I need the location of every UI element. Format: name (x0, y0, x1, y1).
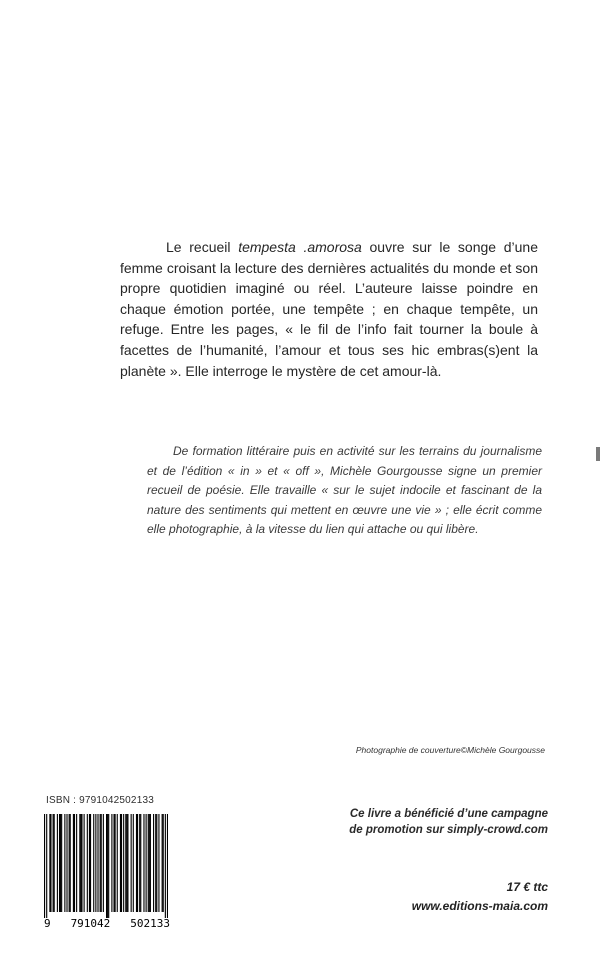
edge-mark (596, 447, 600, 461)
barcode-bar (74, 814, 75, 912)
barcode-bar (127, 814, 128, 912)
barcode-bar (107, 814, 108, 918)
barcode-bar (123, 814, 124, 912)
barcode-bar (115, 814, 116, 912)
barcode-bar (165, 814, 166, 918)
barcode-bar (76, 814, 77, 912)
barcode-bar (117, 814, 118, 912)
isbn-label: ISBN : 9791042502133 (46, 795, 154, 806)
barcode-bar (158, 814, 159, 912)
barcode-bar (69, 814, 70, 912)
barcode-bar (163, 814, 164, 912)
barcode-bar (97, 814, 98, 912)
barcode-bar (133, 814, 134, 912)
barcode-bar (44, 814, 45, 918)
barcode-bar (81, 814, 82, 912)
barcode-bar (57, 814, 58, 912)
publisher-website: www.editions-maia.com (411, 899, 548, 913)
barcode-bar (167, 814, 168, 918)
barcode-bar (61, 814, 62, 912)
synopsis-text-start: Le recueil (166, 239, 239, 255)
barcode-bar (143, 814, 144, 912)
barcode-bar (148, 814, 149, 912)
synopsis-text-rest: ouvre sur le songe d’une femme croisant la lecture des dernières actualités du monde et son propre quotidien imaginé ou réel. L’auteure laisse poindre en chaque émotion portée, une tempête ; en chaque tempête, un refuge. Entre les pages, « le fil de l’info fait tourner la boule à facettes de l’humanité, l’amour et tous ses hic embras(s)ent la planète ». Elle interroge le mystère de cet amour-là. (120, 239, 539, 379)
barcode-bar (150, 814, 151, 912)
barcode-bar (100, 814, 101, 912)
barcode-bar (153, 814, 154, 912)
synopsis-paragraph (120, 237, 538, 381)
barcode-bar (149, 814, 150, 912)
promotion-line-1: Ce livre a bénéficié d’une campagne (349, 808, 548, 820)
barcode-bar (131, 814, 132, 912)
price: 17 € ttc (506, 880, 548, 894)
barcode-bar (140, 814, 141, 912)
barcode-digits (44, 917, 170, 930)
barcode-bar (80, 814, 81, 912)
barcode-bar (84, 814, 85, 912)
barcode-bar (139, 814, 140, 912)
barcode-bar (95, 814, 96, 912)
barcode-bar (93, 814, 94, 912)
barcode-bar (70, 814, 71, 912)
barcode-bar (125, 814, 126, 912)
barcode-bar (89, 814, 90, 912)
barcode-bar (156, 814, 157, 912)
barcode-bar (121, 814, 122, 912)
barcode-bar (146, 814, 147, 912)
barcode-bar (126, 814, 127, 912)
barcode-digit-lead: 9 (44, 917, 51, 930)
barcode-bar (136, 814, 137, 912)
barcode-digits-left: 791042 (70, 917, 111, 930)
barcode-bar (59, 814, 60, 912)
barcode-bar (66, 814, 67, 912)
barcode-bars (44, 814, 168, 918)
barcode-bar (49, 814, 50, 912)
barcode-bar (106, 814, 107, 918)
author-bio-text: De formation littéraire puis en activité sur les terrains du journalisme et de l’édition « in » et « off », Michèle Gourgousse signe un premier recueil de poésie. Elle travaille « sur le sujet indocile et fascinant de la nature des sentiments qui mettent en œuvre une vie » ; elle écrit comme elle photographie, à la vitesse du lien qui attache ou qui libère. (147, 444, 542, 536)
photo-credit: Photographie de couverture©Michèle Gourgousse (355, 745, 545, 755)
barcode-bar (79, 814, 80, 912)
promotion-note (288, 806, 548, 838)
promotion-line-2: de promotion sur simply-crowd.com (349, 824, 548, 836)
barcode-bar (50, 814, 51, 912)
barcode-bar (162, 814, 163, 912)
barcode-bar (137, 814, 138, 912)
barcode-bar (73, 814, 74, 912)
barcode-bar (113, 814, 114, 912)
barcode-bar (54, 814, 55, 912)
barcode-bar (60, 814, 61, 912)
barcode-bar (111, 814, 112, 912)
barcode-digits-right: 502133 (130, 917, 170, 930)
barcode-bar (103, 814, 104, 912)
barcode-bar (53, 814, 54, 912)
barcode-bar (64, 814, 65, 912)
barcode-bar (120, 814, 121, 912)
author-bio (147, 442, 542, 540)
barcode-bar (87, 814, 88, 912)
book-title: tempesta .amorosa (238, 239, 362, 255)
barcode-bar (101, 814, 102, 912)
barcode-bar (46, 814, 47, 918)
barcode-bar (90, 814, 91, 912)
barcode-bar (108, 814, 109, 918)
barcode (44, 814, 168, 934)
barcode-bar (155, 814, 156, 912)
